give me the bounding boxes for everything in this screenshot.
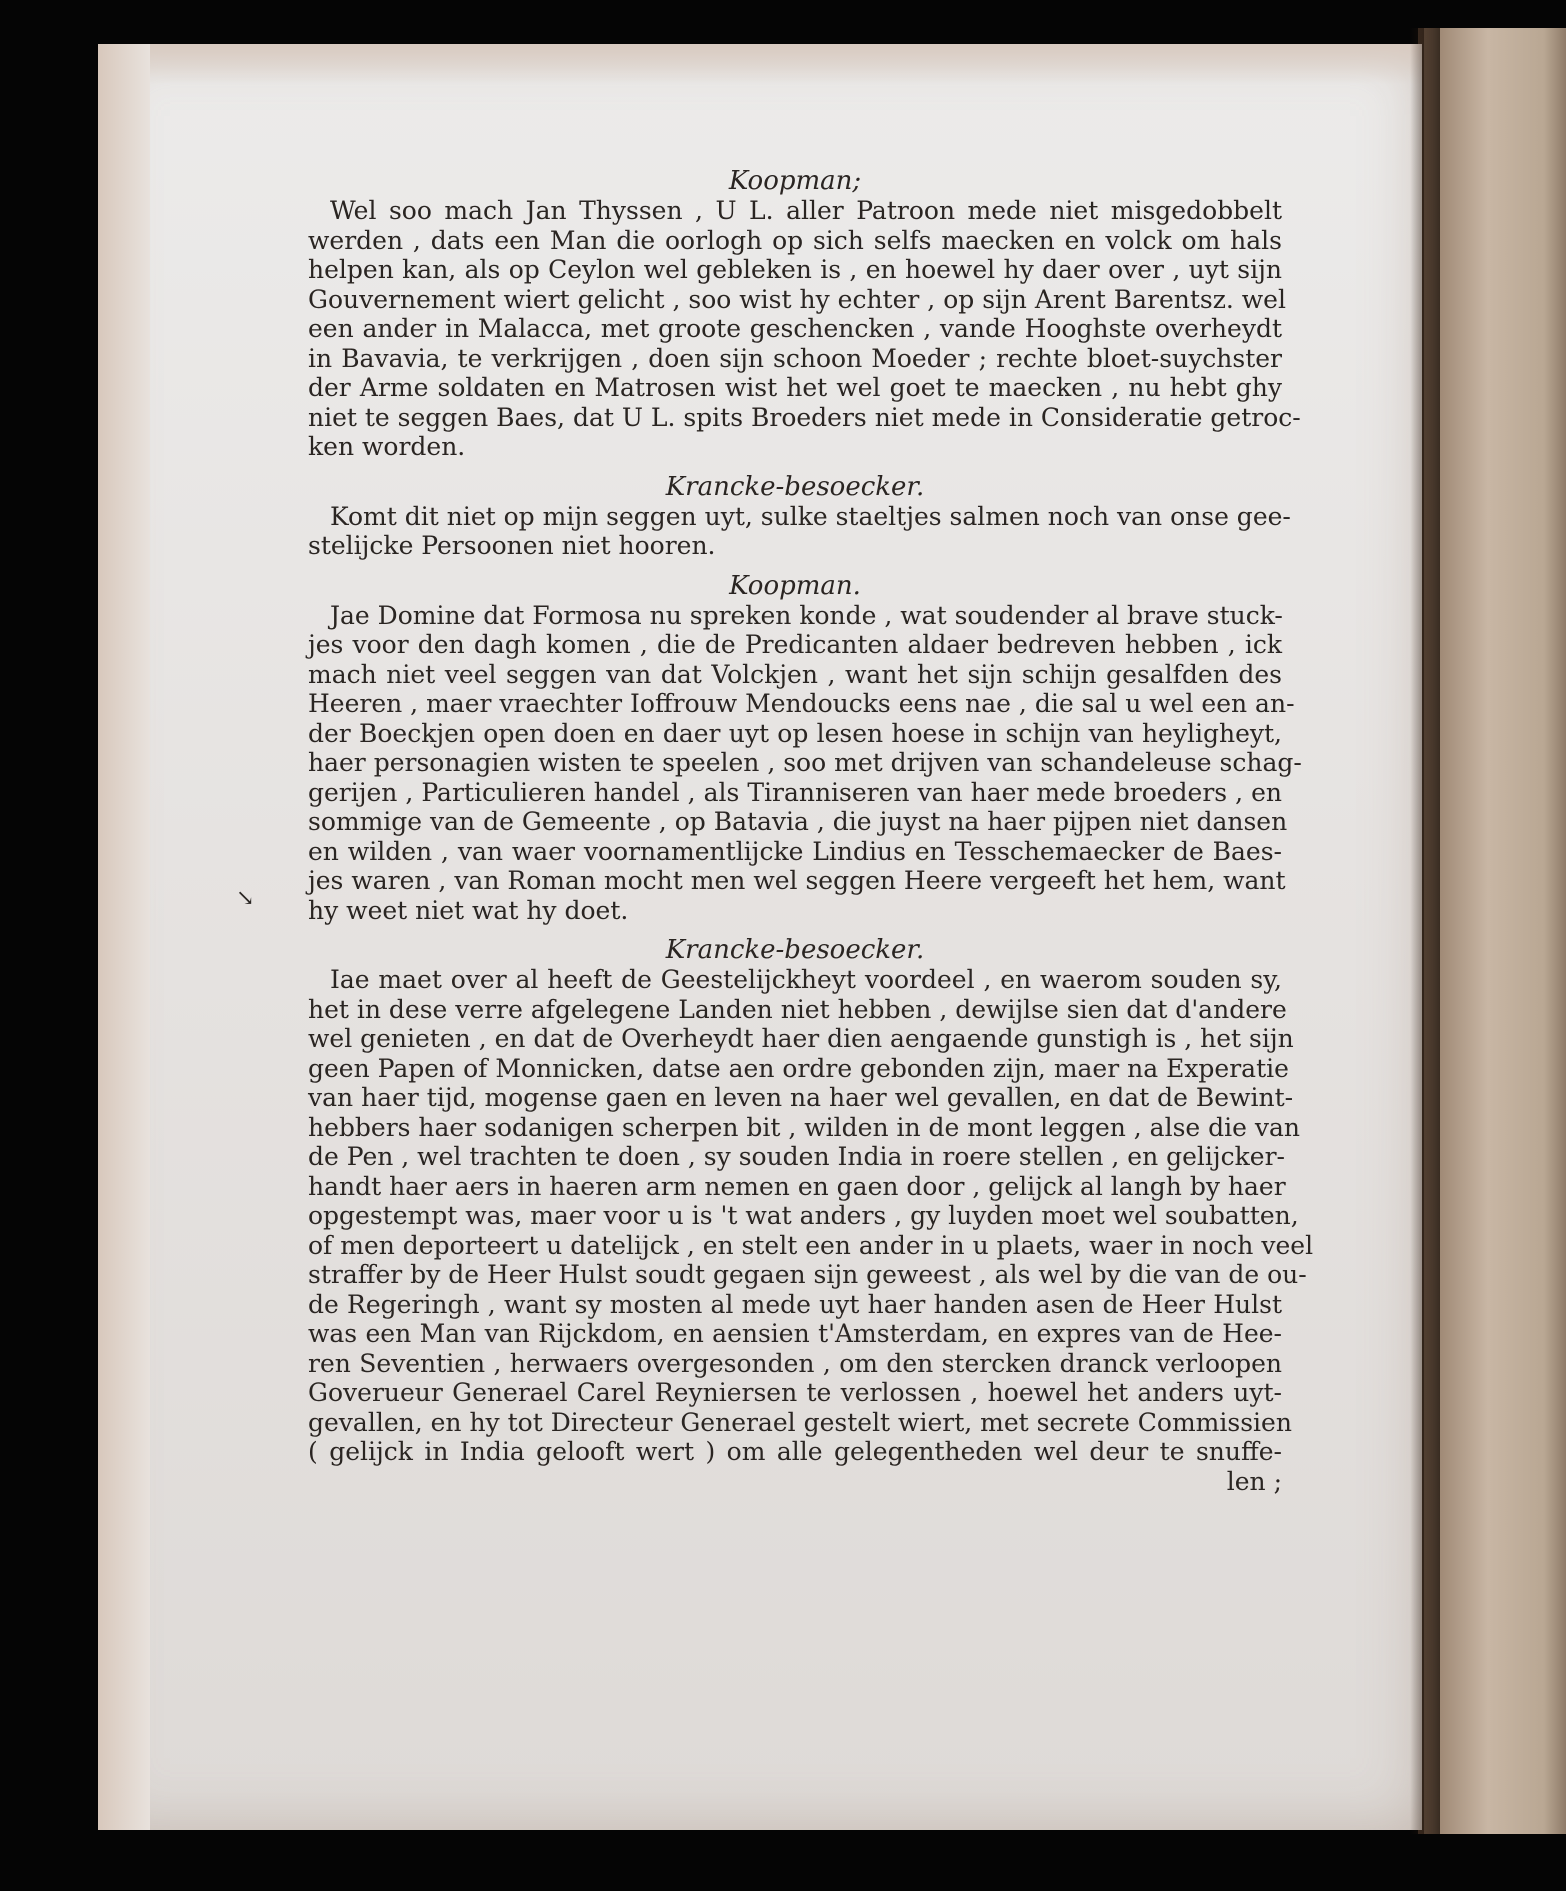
dialogue-section bbox=[308, 471, 1291, 561]
text-line: opgestempt was, maer voor u is 't wat anders , gy luyden moet wel soubatten, bbox=[308, 1201, 1299, 1230]
text-line: ( gelijck in India gelooft wert ) om alle gelegentheden wel deur te snuffe- bbox=[308, 1437, 1282, 1466]
text-line: helpen kan, als op Ceylon wel gebleken is , en hoewel hy daer over , uyt sijn bbox=[308, 255, 1282, 284]
text-line: Gouvernement wiert gelicht , soo wist hy echter , op sijn Arent Barentsz. wel bbox=[308, 284, 1286, 314]
text-line: niet te seggen Baes, dat U L. spits Broeders niet mede in Consideratie getroc- bbox=[308, 402, 1301, 432]
text-line: ren Seventien , herwaers overgesonden , om den stercken dranck verloopen bbox=[308, 1348, 1282, 1378]
text-line: Jae Domine dat Formosa nu spreken konde , wat soudender al brave stuck- bbox=[330, 600, 1283, 630]
text-line: werden , dats een Man die oorlogh op sich selfs maecken en volck om hals bbox=[308, 225, 1282, 255]
text-line: een ander in Malacca, met groote geschencken , vande Hooghste overheydt bbox=[308, 314, 1282, 343]
text-line: stelijcke Persoonen niet hooren. bbox=[308, 531, 716, 560]
text-line: Heeren , maer vraechter Ioffrouw Mendoucks eens nae , die sal u wel een an- bbox=[308, 689, 1295, 718]
spine-shadow bbox=[1410, 28, 1440, 1834]
speaker-heading: Krancke-besoecker. bbox=[665, 471, 925, 502]
text-body bbox=[308, 166, 1314, 1496]
page-top-margin-tint bbox=[150, 44, 1422, 84]
text-line: het in dese verre afgelegene Landen niet hebben , dewijlse sien dat d'andere bbox=[308, 994, 1287, 1024]
text-line: gerijen , Particulieren handel , als Tiranniseren van haer mede broeders , en bbox=[308, 777, 1282, 807]
dialogue-section bbox=[308, 935, 1314, 1496]
text-line: Iae maet over al heeft de Geestelijckheyt voordeel , en waerom souden sy, bbox=[330, 965, 1282, 994]
dialogue-section bbox=[308, 570, 1302, 926]
text-line: of men deporteert u datelijck , en stelt een ander in u plaets, waer in noch veel bbox=[308, 1230, 1314, 1260]
text-line: len ; bbox=[1226, 1466, 1282, 1496]
text-line: straffer by de Heer Hulst soudt gegaen sijn geweest , als wel by die van de ou- bbox=[308, 1260, 1307, 1289]
text-line: de Regeringh , want sy mosten al mede uyt haer handen asen de Heer Hulst bbox=[308, 1289, 1282, 1319]
text-line: ken worden. bbox=[308, 432, 466, 461]
text-line: gevallen, en hy tot Directeur Generael gestelt wiert, met secrete Commissien bbox=[308, 1407, 1292, 1437]
text-line: hy weet niet wat hy doet. bbox=[308, 895, 629, 925]
text-line: handt haer aers in haeren arm nemen en gaen door , gelijck al langh by haer bbox=[308, 1171, 1286, 1201]
text-line: en wilden , van waer voornamentlijcke Lindius en Tesschemaecker de Baes- bbox=[308, 836, 1282, 866]
text-line: wel genieten , en dat de Overheydt haer dien aengaende gunstigh is , het sijn bbox=[308, 1024, 1294, 1053]
dialogue-section bbox=[308, 166, 1301, 462]
text-line: sommige van de Gemeente , op Batavia , die juyst na haer pijpen niet dansen bbox=[308, 807, 1288, 836]
margin-mark: ↘ bbox=[236, 886, 255, 911]
text-line: Goverueur Generael Carel Reyniersen te verlossen , hoewel het anders uyt- bbox=[308, 1378, 1282, 1407]
text-line: jes voor den dagh komen , die de Predicanten aldaer bedreven hebben , ick bbox=[308, 630, 1282, 659]
text-line: geen Papen of Monnicken, datse aen ordre gebonden zijn, maer na Experatie bbox=[308, 1053, 1289, 1083]
text-line: mach niet veel seggen van dat Volckjen , want het sijn schijn gesalfden des bbox=[308, 659, 1282, 689]
text-line: was een Man van Rijckdom, en aensien t'Amsterdam, en expres van de Hee- bbox=[308, 1319, 1282, 1348]
text-line: jes waren , van Roman mocht men wel seggen Heere vergeeft het hem, want bbox=[308, 866, 1286, 895]
speaker-heading: Koopman. bbox=[729, 570, 861, 601]
page-left-margin-tint bbox=[98, 44, 150, 1830]
text-line: Komt dit niet op mijn seggen uyt, sulke staeltjes salmen noch van onse gee- bbox=[330, 501, 1291, 531]
text-line: der Boeckjen open doen en daer uyt op lesen hoese in schijn van heyligheyt, bbox=[308, 718, 1282, 748]
text-line: in Bavavia, te verkrijgen , doen sijn schoon Moeder ; rechte bloet-suychster bbox=[308, 343, 1282, 373]
text-line: hebbers haer sodanigen scherpen bit , wilden in de mont leggen , alse die van bbox=[308, 1112, 1301, 1142]
text-line: haer personagien wisten te speelen , soo met drijven van schandeleuse schag- bbox=[308, 748, 1302, 777]
text-line: Wel soo mach Jan Thyssen , U L. aller Patroon mede niet misgedobbelt bbox=[330, 196, 1282, 225]
text-line: van haer tijd, mogense gaen en leven na haer wel gevallen, en dat de Bewint- bbox=[308, 1083, 1294, 1112]
facing-page-edge bbox=[1418, 28, 1566, 1834]
text-line: de Pen , wel trachten te doen , sy souden India in roere stellen , en gelijcker- bbox=[308, 1142, 1286, 1171]
speaker-heading: Krancke-besoecker. bbox=[665, 935, 925, 965]
text-line: der Arme soldaten en Matrosen wist het wel goet te maecken , nu hebt ghy bbox=[308, 373, 1282, 402]
speaker-heading: Koopman; bbox=[728, 166, 862, 196]
